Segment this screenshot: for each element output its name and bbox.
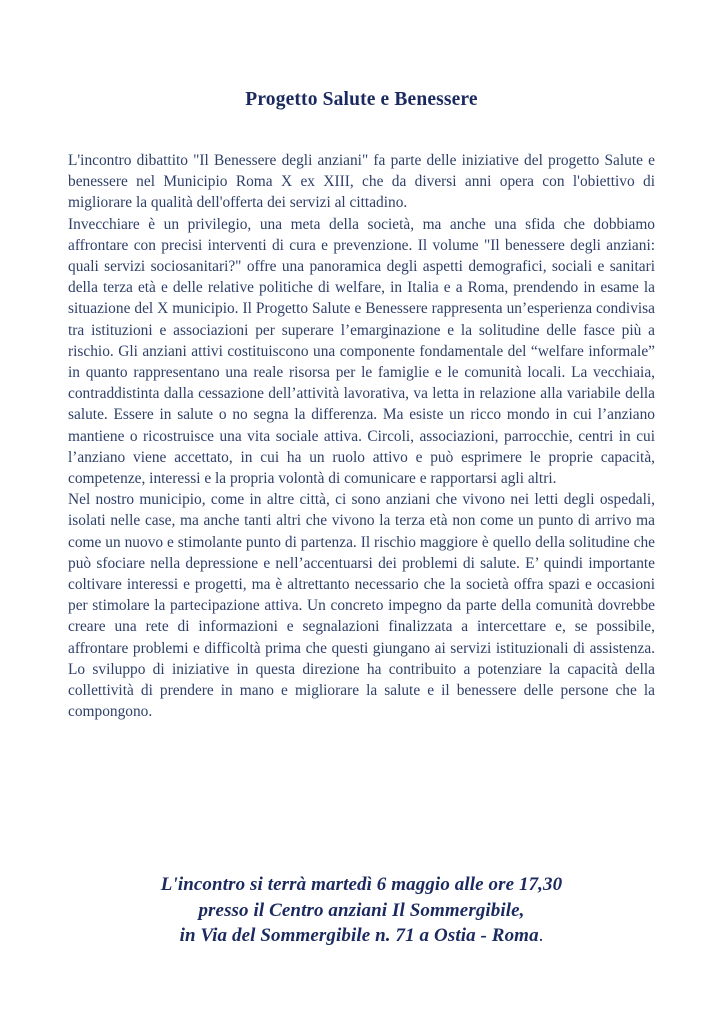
event-details xyxy=(68,872,655,949)
body-text xyxy=(68,150,655,722)
paragraph-context: Invecchiare è un privilegio, una meta della società, ma anche una sfida che dobbiamo affrontare con precisi interventi di cura e prevenzione. Il volume "Il benessere degli anziani: quali servizi sociosanitari?" offre una panoramica degli aspetti demografici, sociali e sanitari della terza età e delle relative politiche di welfare, in Italia e a Roma, prendendo in esame la situazione del X municipio. Il Progetto Salute e Benessere rappresenta un’esperienza condivisa tra istituzioni e associazioni per superare l’emarginazione e la solitudine delle fasce più a rischio. Gli anziani attivi costituiscono una componente fondamentale del “welfare informale” in quanto rappresentano una reale risorsa per le famiglie e le comunità locali. La vecchiaia, contraddistinta dalla cessazione dell’attività lavorativa, va letta in relazione alla variabile della salute. Essere in salute o no segna la differenza. Ma esiste un ricco mondo in cui l’anziano mantiene o ricostruisce una vita sociale attiva. Circoli, associazioni, parrocchie, centri in cui l’anziano viene accettato, in cui ha un ruolo attivo e può esprimere le proprie capacità, competenze, interessi e la propria volontà di comunicare e rapportarsi agli altri. xyxy=(68,215,655,488)
event-venue: presso il Centro anziani Il Sommergibile, xyxy=(198,899,525,921)
paragraph-intro: L'incontro dibattito "Il Benessere degli anziani" fa parte delle iniziative del progetto Salute e benessere nel Municipio Roma X ex XIII, che da diversi anni opera con l'obiettivo di migliorare la qualità dell'offerta dei servizi al cittadino. xyxy=(68,152,655,212)
page-title: Progetto Salute e Benessere xyxy=(245,89,478,110)
paragraph-municipality: Nel nostro municipio, come in altre città, ci sono anziani che vivono nei letti degli ospedali, isolati nelle case, ma anche tanti altri che vivono la terza età non come un punto di arrivo ma come un nuovo e stimolante punto di partenza. Il rischio maggiore è quello della solitudine che può sfociare nella depressione e nell’accentuarsi dei problemi di salute. E’ quindi importante coltivare interessi e progetti, ma è altrettanto necessario che la società offra spazi e occasioni per stimolare la partecipazione attiva. Un concreto impegno da parte della comunità dovrebbe creare una rete di informazioni e segnalazioni finalizzata a intercettare e, se possibile, affrontare problemi e difficoltà prima che questi giungano ai servizi istituzionali di assistenza. Lo sviluppo di iniziative in questa direzione ha contribuito a potenziare la capacità della collettività di prendere in mano e migliorare la salute e il benessere delle persone che la compongono. xyxy=(68,491,655,721)
event-date-time: L'incontro si terrà martedì 6 maggio alle ore 17,30 xyxy=(160,874,563,895)
event-address-period: . xyxy=(538,925,544,946)
event-address-text: in Via del Sommergibile n. 71 a Ostia - Roma xyxy=(179,925,539,946)
event-address xyxy=(68,923,655,949)
